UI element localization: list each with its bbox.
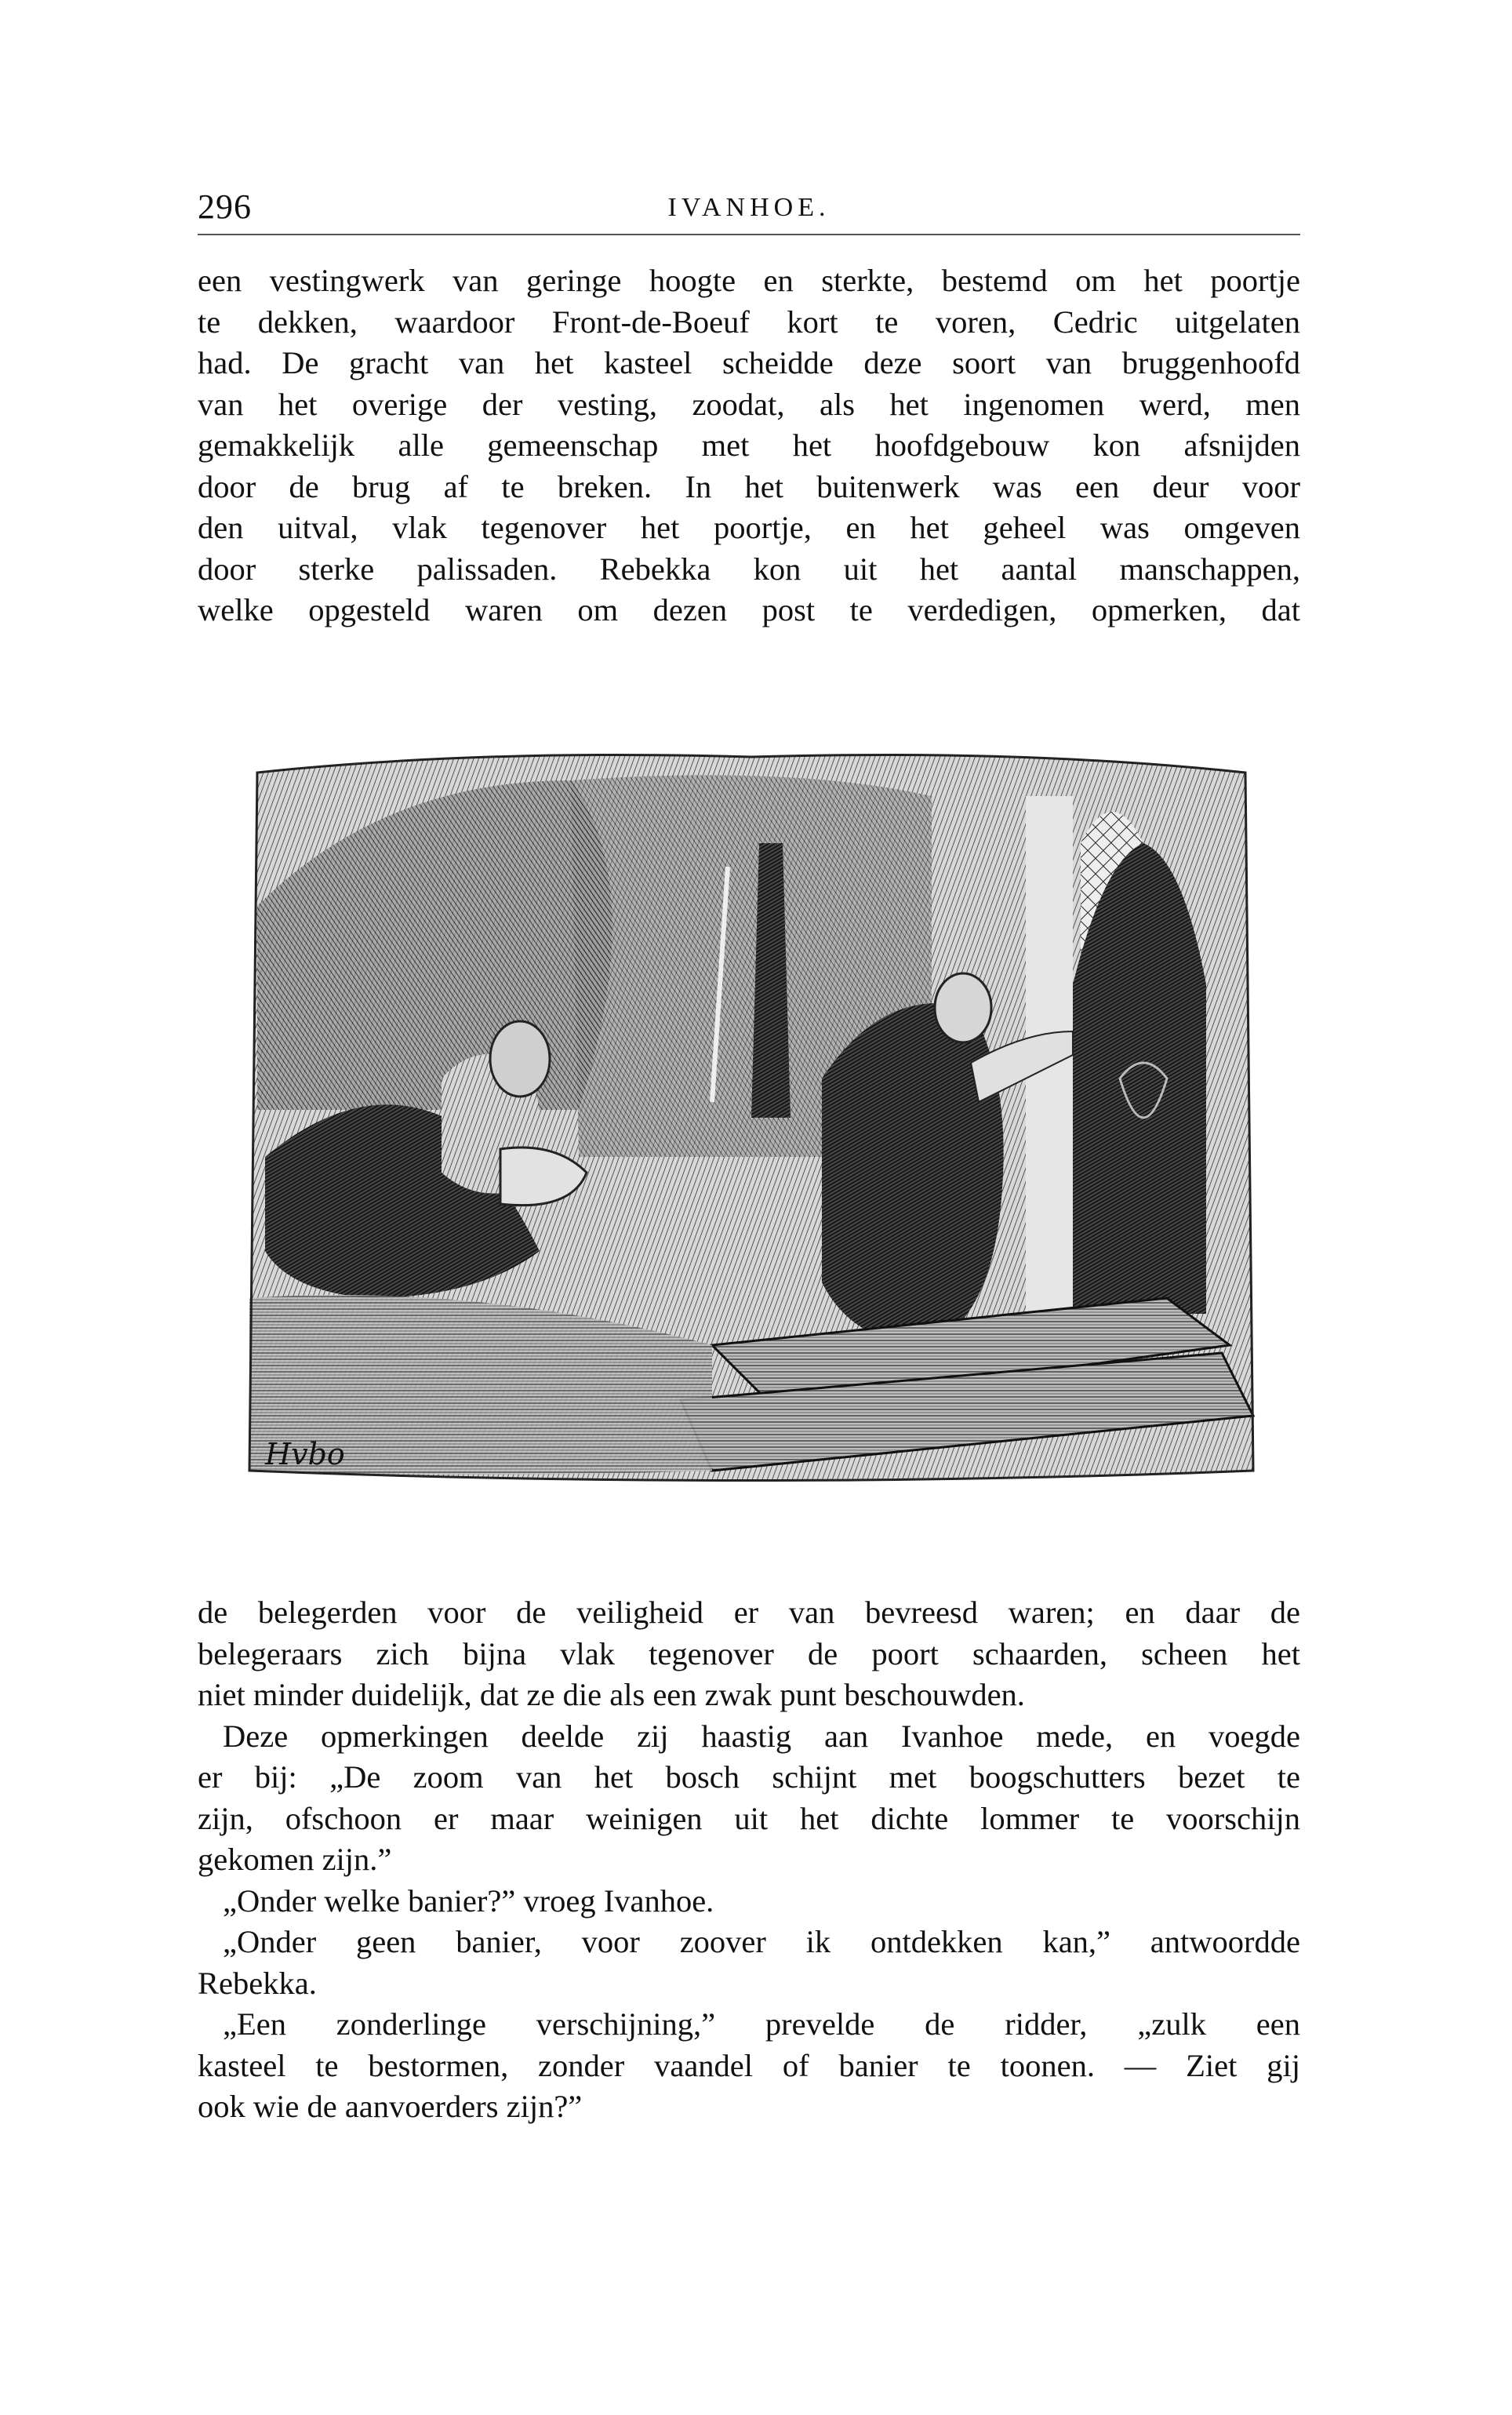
- running-title: IVANHOE.: [667, 193, 831, 222]
- reclining-figure-head: [490, 1021, 550, 1097]
- engraving-image: [242, 749, 1261, 1494]
- text-line: een vestingwerk van geringe hoogte en sterkte, bestemd om het poortje: [198, 263, 1300, 298]
- paragraph: [198, 2004, 1300, 2128]
- text-line: belegeraars zich bijna vlak tegenover de poort schaarden, scheen het: [198, 1635, 1300, 1671]
- text-line: van het overige der vesting, zoodat, als het ingenomen werd, men: [198, 386, 1300, 422]
- artist-signature: Hvbo: [265, 1437, 345, 1471]
- text-line: gemakkelijk alle gemeenschap met het hoofdgebouw kon afsnijden: [198, 427, 1300, 463]
- text-line: ook wie de aanvoerders zijn?”: [198, 2089, 583, 2124]
- paragraph: [198, 1592, 1300, 1716]
- text-line: gekomen zijn.”: [198, 1842, 392, 1877]
- text-line: door sterke palissaden. Rebekka kon uit het aantal manschappen,: [198, 551, 1300, 587]
- text-line: kasteel te bestormen, zonder vaandel of banier te toonen. — Ziet gij: [198, 2047, 1300, 2083]
- header-rule: [198, 234, 1300, 235]
- paragraph: [198, 1716, 1300, 1881]
- bottom-text: [198, 1592, 1300, 2128]
- text-line: Rebekka.: [198, 1965, 317, 2001]
- text-line: er bij: „De zoom van het bosch schijnt met boogschutters bezet te: [198, 1759, 1300, 1795]
- text-line: niet minder duidelijk, dat ze die als een zwak punt beschouwden.: [198, 1677, 1025, 1712]
- text-line: had. De gracht van het kasteel scheidde deze soort van bruggenhoofd: [198, 345, 1300, 380]
- paragraph: [198, 1881, 1300, 1922]
- text-line: „Een zonderlinge verschijning,” prevelde de ridder, „zulk een: [223, 2006, 1300, 2042]
- engraving-illustration: [242, 749, 1261, 1494]
- paragraph: [198, 1922, 1300, 2004]
- woman-figure-head: [935, 973, 991, 1042]
- page-header: [198, 187, 1300, 234]
- text-line: de belegerden voor de veiligheid er van bevreesd waren; en daar de: [198, 1595, 1300, 1630]
- text-line: te dekken, waardoor Front-de-Boeuf kort te voren, Cedric uitgelaten: [198, 304, 1300, 340]
- text-line: den uitval, vlak tegenover het poortje, en het geheel was omgeven: [198, 510, 1300, 545]
- text-line: Deze opmerkingen deelde zij haastig aan Ivanhoe mede, en voegde: [223, 1718, 1300, 1754]
- top-paragraph: [198, 260, 1300, 631]
- text-line: „Onder welke banier?” vroeg Ivanhoe.: [223, 1882, 714, 1919]
- text-line: door de brug af te breken. In het buitenwerk was een deur voor: [198, 468, 1300, 504]
- text-line: welke opgesteld waren om dezen post te verdedigen, opmerken, dat: [198, 592, 1300, 627]
- woman-figure-dress: [822, 1003, 1004, 1345]
- text-line: zijn, ofschoon er maar weinigen uit het dichte lommer te voorschijn: [198, 1800, 1300, 1836]
- page-number: 296: [198, 187, 252, 226]
- text-line: „Onder geen banier, voor zoover ik ontdekken kan,” antwoordde: [223, 1924, 1300, 1959]
